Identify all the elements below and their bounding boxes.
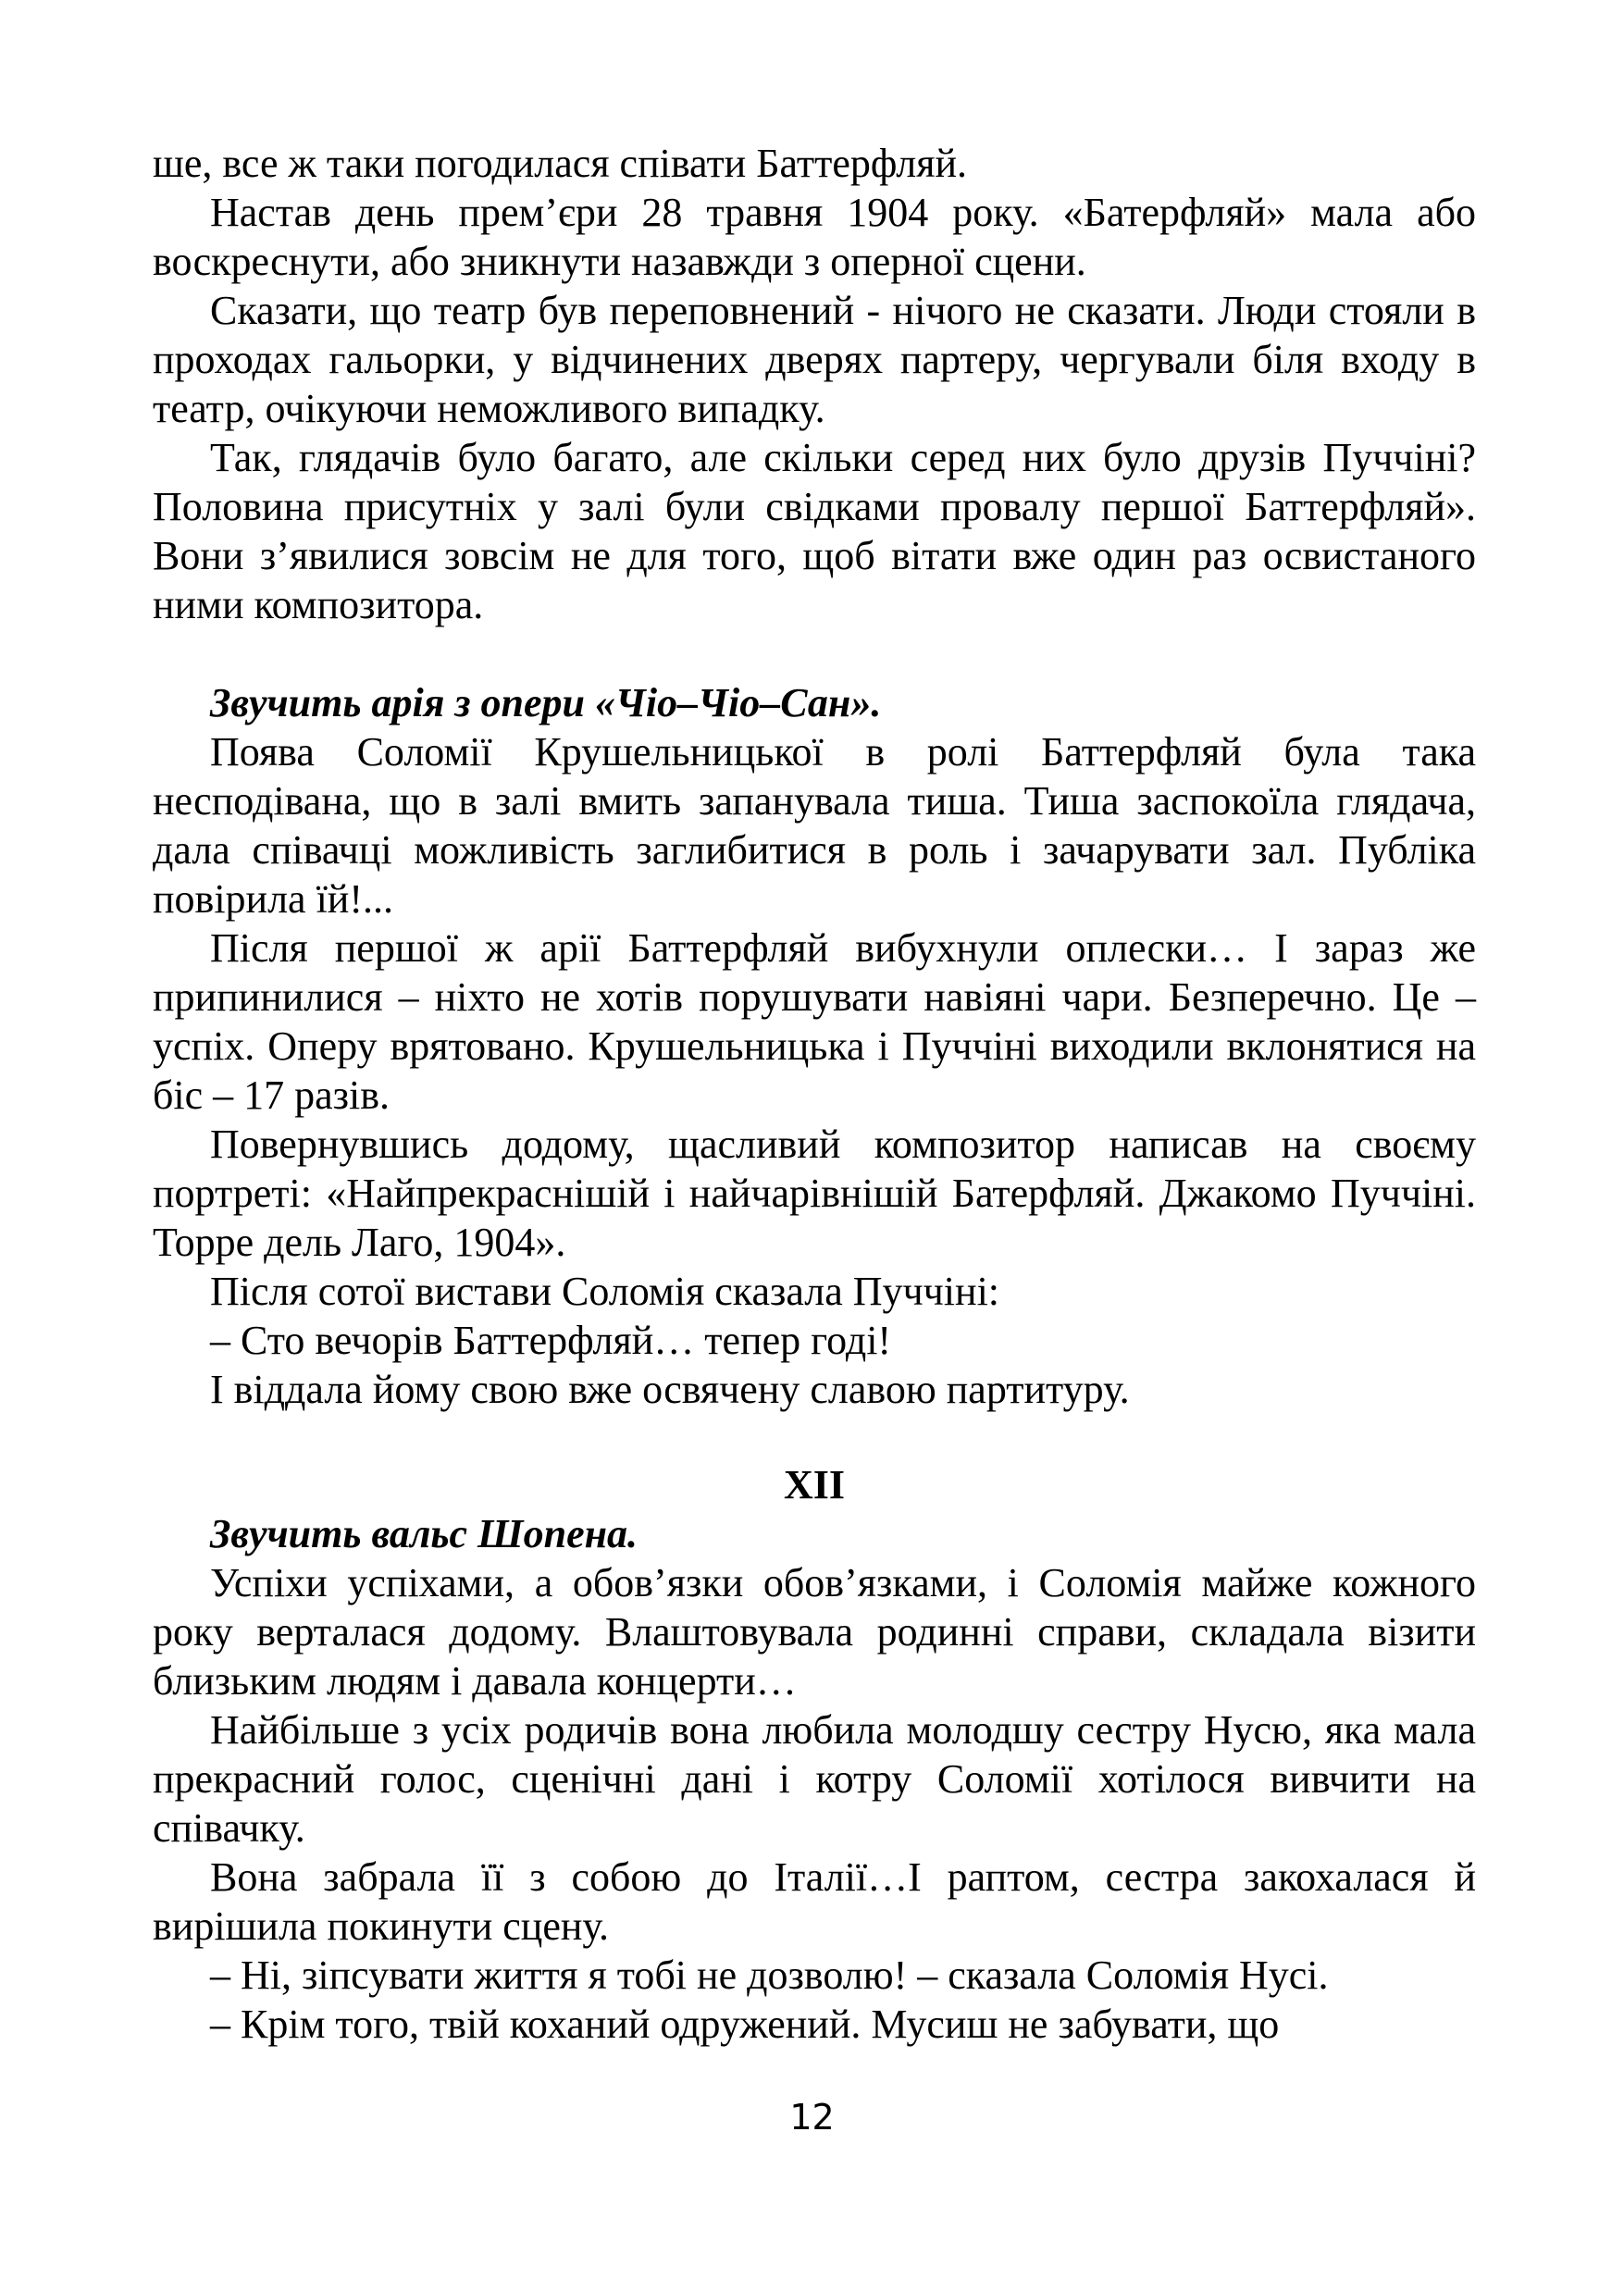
paragraph: Після сотої вистави Соломія сказала Пуччіні: [210, 1269, 1000, 1314]
paragraph: Після першої ж арії Баттерфляй вибухнули оплески… І зараз же припинилися – ніхто не хотів порушувати навіяні чари. Безперечно. Це – успіх. Оперу врятовано. Крушельницька і Пуччіні виходили вклонятися на біс – 17 разів. [153, 925, 1476, 1118]
paragraph: І віддала йому свою вже освячену славою партитуру. [210, 1367, 1130, 1412]
paragraph: Найбільше з усіх родичів вона любила молодшу сестру Нусю, яка мала прекрасний голос, сценічні дані і котру Соломії хотілося вивчити на співачку. [153, 1707, 1476, 1851]
paragraph: Поява Соломії Крушельницької в ролі Баттерфляй була така несподівана, що в залі вмить запанувала тиша. Тиша заспокоїла глядача, дала співачці можливість заглибитися в роль і зачарувати зал. Публіка повірила їй!... [153, 729, 1476, 922]
paragraph: – Сто вечорів Баттерфляй… тепер годі! [210, 1318, 892, 1363]
paragraph: Сказати, що театр був переповнений - нічого не сказати. Люди стояли в проходах гальорки, у відчинених дверях партеру, чергували біля входу в театр, очікуючи неможливого випадку. [153, 288, 1476, 431]
paragraph: Настав день прем’єри 28 травня 1904 року. «Батерфляй» мала або воскреснути, або зникнути назавжди з оперної сцени. [153, 190, 1476, 284]
paragraph: Повернувшись додому, щасливий композитор написав на своєму портреті: «Найпрекраснішій і найчарівнішій Батерфляй. Джакомо Пуччіні. Торре дель Лаго, 1904». [153, 1122, 1476, 1265]
paragraph: – Ні, зіпсувати життя я тобі не дозволю! – сказала Соломія Нусі. [210, 1952, 1329, 1998]
stage-direction: Звучить арія з опери «Чіо–Чіо–Сан». [210, 680, 882, 725]
paragraph: ше, все ж таки погодилася співати Баттерфляй. [153, 141, 968, 186]
paragraph: – Крім того, твій коханий одружений. Мусиш не забувати, що [210, 2002, 1280, 2047]
stage-direction: Звучить вальс Шопена. [210, 1511, 638, 1556]
page-number: 12 [789, 2097, 835, 2138]
section-number: XII [783, 1462, 846, 1507]
text-column [153, 139, 1476, 2049]
paragraph: Так, глядачів було багато, але скільки серед них було друзів Пуччіні? Половина присутніх у залі були свідками провалу першої Баттерфляй». Вони з’явилися зовсім не для того, щоб вітати вже один раз освистаного ними композитора. [153, 435, 1476, 627]
paragraph: Успіхи успіхами, а обов’язки обов’язками, і Соломія майже кожного року верталася додому. Влаштовувала родинні справи, складала візити близьким людям і давала концерти… [153, 1560, 1476, 1704]
paragraph: Вона забрала її з собою до Італії…І раптом, сестра закохалася й вирішила покинути сцену. [153, 1854, 1476, 1949]
